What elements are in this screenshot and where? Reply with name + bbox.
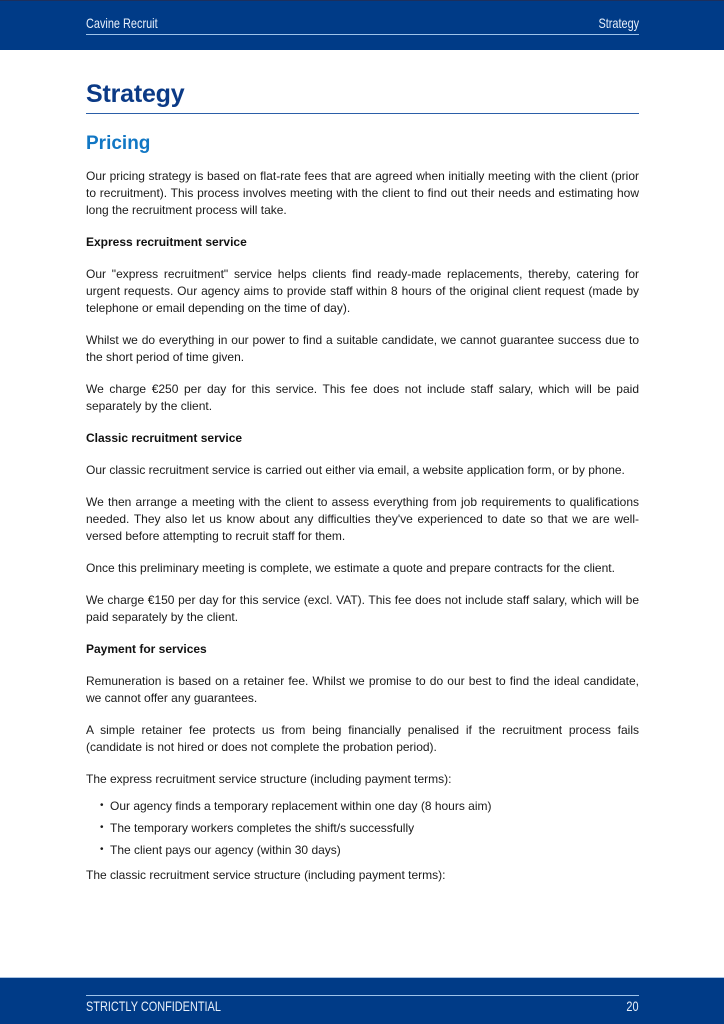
footer-rule (86, 995, 639, 1015)
express-structure-intro: The express recruitment service structure (including payment terms): (86, 772, 452, 786)
page-number: 20 (626, 998, 639, 1014)
payment-paragraph: Remuneration is based on a retainer fee. Whilst we promise to do our best to find the ideal candidate, we cannot offer any guarantees. (86, 674, 639, 705)
intro-paragraph: Our pricing strategy is based on flat-rate fees that are agreed when initially meeting with the client (prior to recruitment). This process involves meeting with the client to find out their needs and estimating how long the recruitment process will take. (86, 169, 639, 217)
express-fee-paragraph: We charge €250 per day for this service. This fee does not include staff salary, which will be paid separately by the client. (86, 382, 639, 413)
express-paragraph: Our "express recruitment" service helps clients find ready-made replacements, thereby, catering for urgent requests. Our agency aims to provide staff within 8 hours of the original client request (made by telephone or email depending on the time of day). (86, 267, 639, 315)
classic-structure-intro: The classic recruitment service structure (including payment terms): (86, 868, 446, 882)
classic-paragraph: Once this preliminary meeting is complete, we estimate a quote and prepare contracts for the client. (86, 561, 615, 575)
classic-paragraph: Our classic recruitment service is carried out either via email, a website application form, or by phone. (86, 463, 625, 477)
header-section: Strategy (598, 15, 639, 31)
classic-paragraph: We then arrange a meeting with the client to assess everything from job requirements to qualifications needed. They also let us know about any difficulties they've experienced to date so that we are well-versed before attempting to recruit staff for them. (86, 495, 639, 543)
list-item (100, 817, 639, 839)
page-content (86, 78, 639, 884)
list-item-text: Our agency finds a temporary replacement within one day (8 hours aim) (110, 799, 492, 813)
header-company: Cavine Recruit (86, 15, 158, 31)
section-title-pricing: Pricing (86, 133, 151, 154)
express-heading: Express recruitment service (86, 235, 247, 249)
list-item (100, 795, 639, 817)
list-item (100, 839, 639, 861)
list-item-text: The client pays our agency (within 30 days) (110, 843, 341, 857)
list-item-text: The temporary workers completes the shift/s successfully (110, 821, 415, 835)
express-steps-list (86, 795, 639, 861)
payment-paragraph: A simple retainer fee protects us from being financially penalised if the recruitment process fails (candidate is not hired or does not complete the probation period). (86, 723, 639, 754)
payment-heading: Payment for services (86, 642, 207, 656)
page-title: Strategy (86, 78, 639, 114)
classic-heading: Classic recruitment service (86, 431, 243, 445)
page-header (0, 0, 724, 50)
footer-confidential-label: STRICTLY CONFIDENTIAL (86, 998, 221, 1014)
express-paragraph: Whilst we do everything in our power to find a suitable candidate, we cannot guarantee success due to the short period of time given. (86, 333, 639, 364)
header-rule (86, 15, 639, 35)
bullet-icon: • (100, 800, 104, 811)
bullet-icon: • (100, 822, 104, 833)
bullet-icon: • (100, 844, 104, 855)
page-footer (0, 977, 724, 1024)
classic-fee-paragraph: We charge €150 per day for this service (excl. VAT). This fee does not include staff salary, which will be paid separately by the client. (86, 593, 639, 624)
